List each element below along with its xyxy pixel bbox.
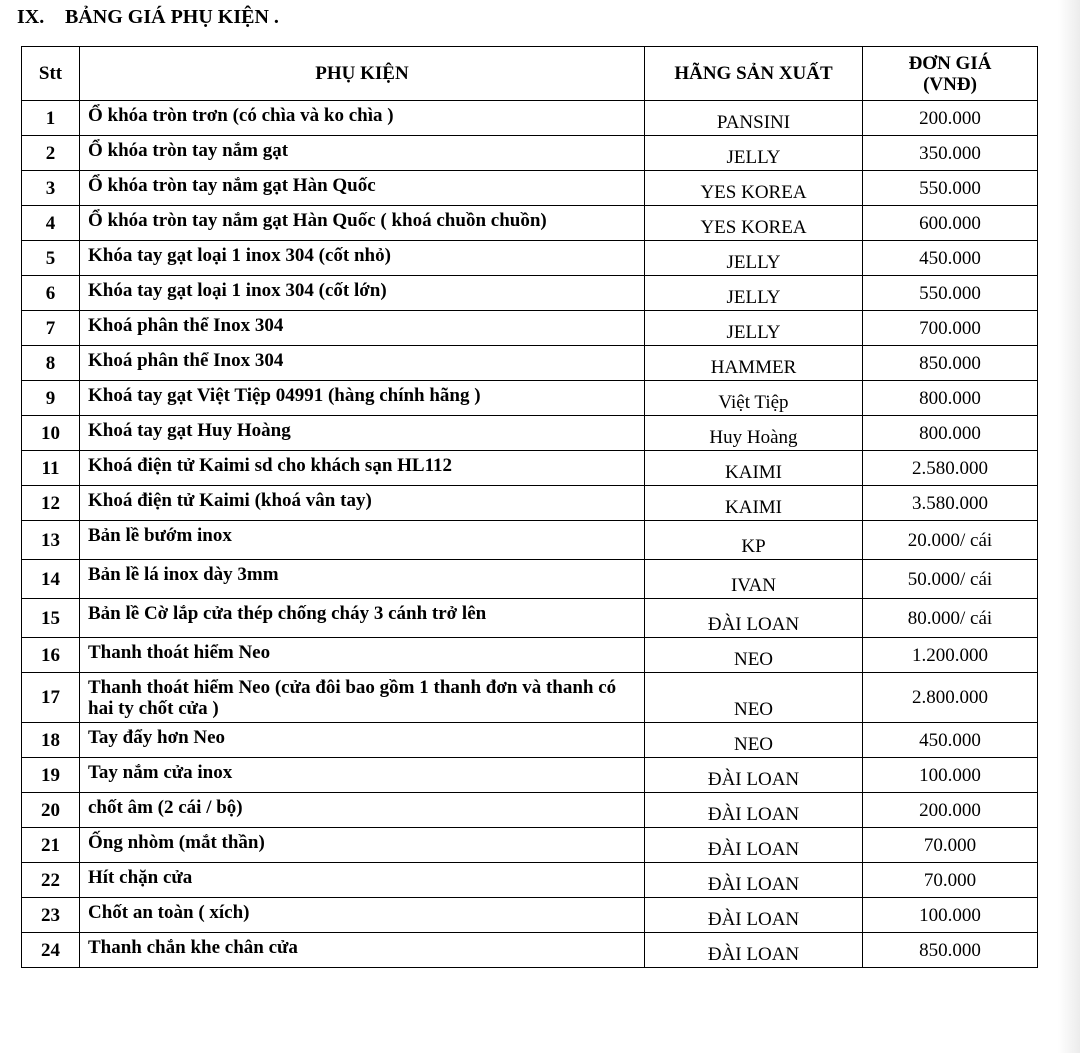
- row-maker: KP: [645, 521, 863, 560]
- row-maker: ĐÀI LOAN: [645, 933, 863, 968]
- row-price: 350.000: [863, 136, 1038, 171]
- row-price: 850.000: [863, 346, 1038, 381]
- row-stt: 3: [22, 171, 80, 206]
- row-maker: NEO: [645, 723, 863, 758]
- row-price: 700.000: [863, 311, 1038, 346]
- row-price: 70.000: [863, 828, 1038, 863]
- row-item: Khóa tay gạt loại 1 inox 304 (cốt lớn): [80, 276, 645, 311]
- row-item: Khoá phân thể Inox 304: [80, 311, 645, 346]
- row-price: 50.000/ cái: [863, 560, 1038, 599]
- row-maker: JELLY: [645, 136, 863, 171]
- row-item: Khóa tay gạt loại 1 inox 304 (cốt nhỏ): [80, 241, 645, 276]
- table-row: [22, 101, 1038, 136]
- row-maker: IVAN: [645, 560, 863, 599]
- section-number: IX.: [17, 6, 45, 28]
- row-price: 1.200.000: [863, 638, 1038, 673]
- table-row: [22, 521, 1038, 560]
- row-maker: YES KOREA: [645, 171, 863, 206]
- row-stt: 2: [22, 136, 80, 171]
- table-row: [22, 346, 1038, 381]
- table-row: [22, 673, 1038, 723]
- row-item: Hít chặn cửa: [80, 863, 645, 898]
- row-stt: 23: [22, 898, 80, 933]
- row-stt: 18: [22, 723, 80, 758]
- row-stt: 9: [22, 381, 80, 416]
- row-stt: 1: [22, 101, 80, 136]
- row-maker: Huy Hoàng: [645, 416, 863, 451]
- row-price: 100.000: [863, 758, 1038, 793]
- row-item: Ổ khóa tròn tay nắm gạt: [80, 136, 645, 171]
- row-maker: ĐÀI LOAN: [645, 863, 863, 898]
- row-item: Bản lề bướm inox: [80, 521, 645, 560]
- table-row: [22, 416, 1038, 451]
- row-maker: ĐÀI LOAN: [645, 599, 863, 638]
- row-stt: 22: [22, 863, 80, 898]
- row-item: Tay nắm cửa inox: [80, 758, 645, 793]
- page-edge-shadow: [1058, 0, 1080, 1053]
- table-row: [22, 863, 1038, 898]
- row-item: Ống nhòm (mắt thần): [80, 828, 645, 863]
- row-item: Ổ khóa tròn tay nắm gạt Hàn Quốc ( khoá chuồn chuồn): [80, 206, 645, 241]
- row-item: Chốt an toàn ( xích): [80, 898, 645, 933]
- row-price: 450.000: [863, 723, 1038, 758]
- table-row: [22, 486, 1038, 521]
- header-price-line2: (VNĐ): [923, 73, 977, 95]
- row-maker: KAIMI: [645, 486, 863, 521]
- table-row: [22, 898, 1038, 933]
- row-stt: 4: [22, 206, 80, 241]
- row-maker: JELLY: [645, 241, 863, 276]
- row-item: Khoá phân thể Inox 304: [80, 346, 645, 381]
- row-stt: 8: [22, 346, 80, 381]
- row-item: Khoá điện tử Kaimi (khoá vân tay): [80, 486, 645, 521]
- row-stt: 24: [22, 933, 80, 968]
- row-item: Bản lề lá inox dày 3mm: [80, 560, 645, 599]
- row-item: Ổ khóa tròn tay nắm gạt Hàn Quốc: [80, 171, 645, 206]
- header-price-line1: ĐƠN GIÁ: [908, 52, 992, 74]
- row-stt: 10: [22, 416, 80, 451]
- table-row: [22, 828, 1038, 863]
- row-price: 600.000: [863, 206, 1038, 241]
- table-row: [22, 638, 1038, 673]
- row-stt: 19: [22, 758, 80, 793]
- row-stt: 16: [22, 638, 80, 673]
- row-maker: ĐÀI LOAN: [645, 758, 863, 793]
- row-price: 80.000/ cái: [863, 599, 1038, 638]
- table-row: [22, 723, 1038, 758]
- row-price: 550.000: [863, 171, 1038, 206]
- row-maker: NEO: [645, 673, 863, 723]
- row-price: 800.000: [863, 416, 1038, 451]
- table-row: [22, 311, 1038, 346]
- row-stt: 6: [22, 276, 80, 311]
- row-maker: ĐÀI LOAN: [645, 828, 863, 863]
- table-row: [22, 171, 1038, 206]
- table-row: [22, 136, 1038, 171]
- table-row: [22, 560, 1038, 599]
- header-stt: Stt: [22, 47, 80, 101]
- row-price: 850.000: [863, 933, 1038, 968]
- row-price: 100.000: [863, 898, 1038, 933]
- row-price: 2.800.000: [863, 673, 1038, 723]
- row-item: Ổ khóa tròn trơn (có chìa và ko chìa ): [80, 101, 645, 136]
- row-item: Khoá tay gạt Việt Tiệp 04991 (hàng chính hãng ): [80, 381, 645, 416]
- row-item: Thanh thoát hiểm Neo: [80, 638, 645, 673]
- row-price: 70.000: [863, 863, 1038, 898]
- header-maker: HÃNG SẢN XUẤT: [645, 47, 863, 101]
- table-row: [22, 451, 1038, 486]
- row-maker: KAIMI: [645, 451, 863, 486]
- row-stt: 11: [22, 451, 80, 486]
- table-row: [22, 381, 1038, 416]
- row-maker: JELLY: [645, 311, 863, 346]
- row-stt: 20: [22, 793, 80, 828]
- row-price: 200.000: [863, 101, 1038, 136]
- row-maker: ĐÀI LOAN: [645, 793, 863, 828]
- row-price: 450.000: [863, 241, 1038, 276]
- accessory-price-table: [21, 46, 1038, 968]
- row-price: 3.580.000: [863, 486, 1038, 521]
- table-row: [22, 599, 1038, 638]
- row-item: Khoá điện tử Kaimi sd cho khách sạn HL112: [80, 451, 645, 486]
- section-title: BẢNG GIÁ PHỤ KIỆN .: [65, 6, 279, 28]
- row-stt: 7: [22, 311, 80, 346]
- row-stt: 17: [22, 673, 80, 723]
- table-row: [22, 241, 1038, 276]
- row-maker: PANSINI: [645, 101, 863, 136]
- header-item: PHỤ KIỆN: [80, 47, 645, 101]
- row-stt: 13: [22, 521, 80, 560]
- row-item: Bản lề Cờ lắp cửa thép chống cháy 3 cánh trở lên: [80, 599, 645, 638]
- row-item: Tay đẩy hơn Neo: [80, 723, 645, 758]
- table-row: [22, 206, 1038, 241]
- row-maker: JELLY: [645, 276, 863, 311]
- row-maker: ĐÀI LOAN: [645, 898, 863, 933]
- row-maker: NEO: [645, 638, 863, 673]
- row-price: 2.580.000: [863, 451, 1038, 486]
- header-price: [863, 47, 1038, 101]
- row-stt: 5: [22, 241, 80, 276]
- row-item: Thanh thoát hiểm Neo (cửa đôi bao gồm 1 thanh đơn và thanh có hai ty chốt cửa ): [80, 673, 645, 723]
- row-maker: Việt Tiệp: [645, 381, 863, 416]
- row-stt: 12: [22, 486, 80, 521]
- row-item: Thanh chắn khe chân cửa: [80, 933, 645, 968]
- row-maker: HAMMER: [645, 346, 863, 381]
- row-stt: 21: [22, 828, 80, 863]
- row-maker: YES KOREA: [645, 206, 863, 241]
- row-price: 20.000/ cái: [863, 521, 1038, 560]
- row-price: 550.000: [863, 276, 1038, 311]
- table-row: [22, 276, 1038, 311]
- row-stt: 15: [22, 599, 80, 638]
- section-heading: [17, 6, 279, 29]
- table-header-row: [22, 47, 1038, 101]
- row-price: 200.000: [863, 793, 1038, 828]
- row-price: 800.000: [863, 381, 1038, 416]
- row-item: chốt âm (2 cái / bộ): [80, 793, 645, 828]
- table-row: [22, 758, 1038, 793]
- row-stt: 14: [22, 560, 80, 599]
- row-item: Khoá tay gạt Huy Hoàng: [80, 416, 645, 451]
- table-row: [22, 793, 1038, 828]
- table-row: [22, 933, 1038, 968]
